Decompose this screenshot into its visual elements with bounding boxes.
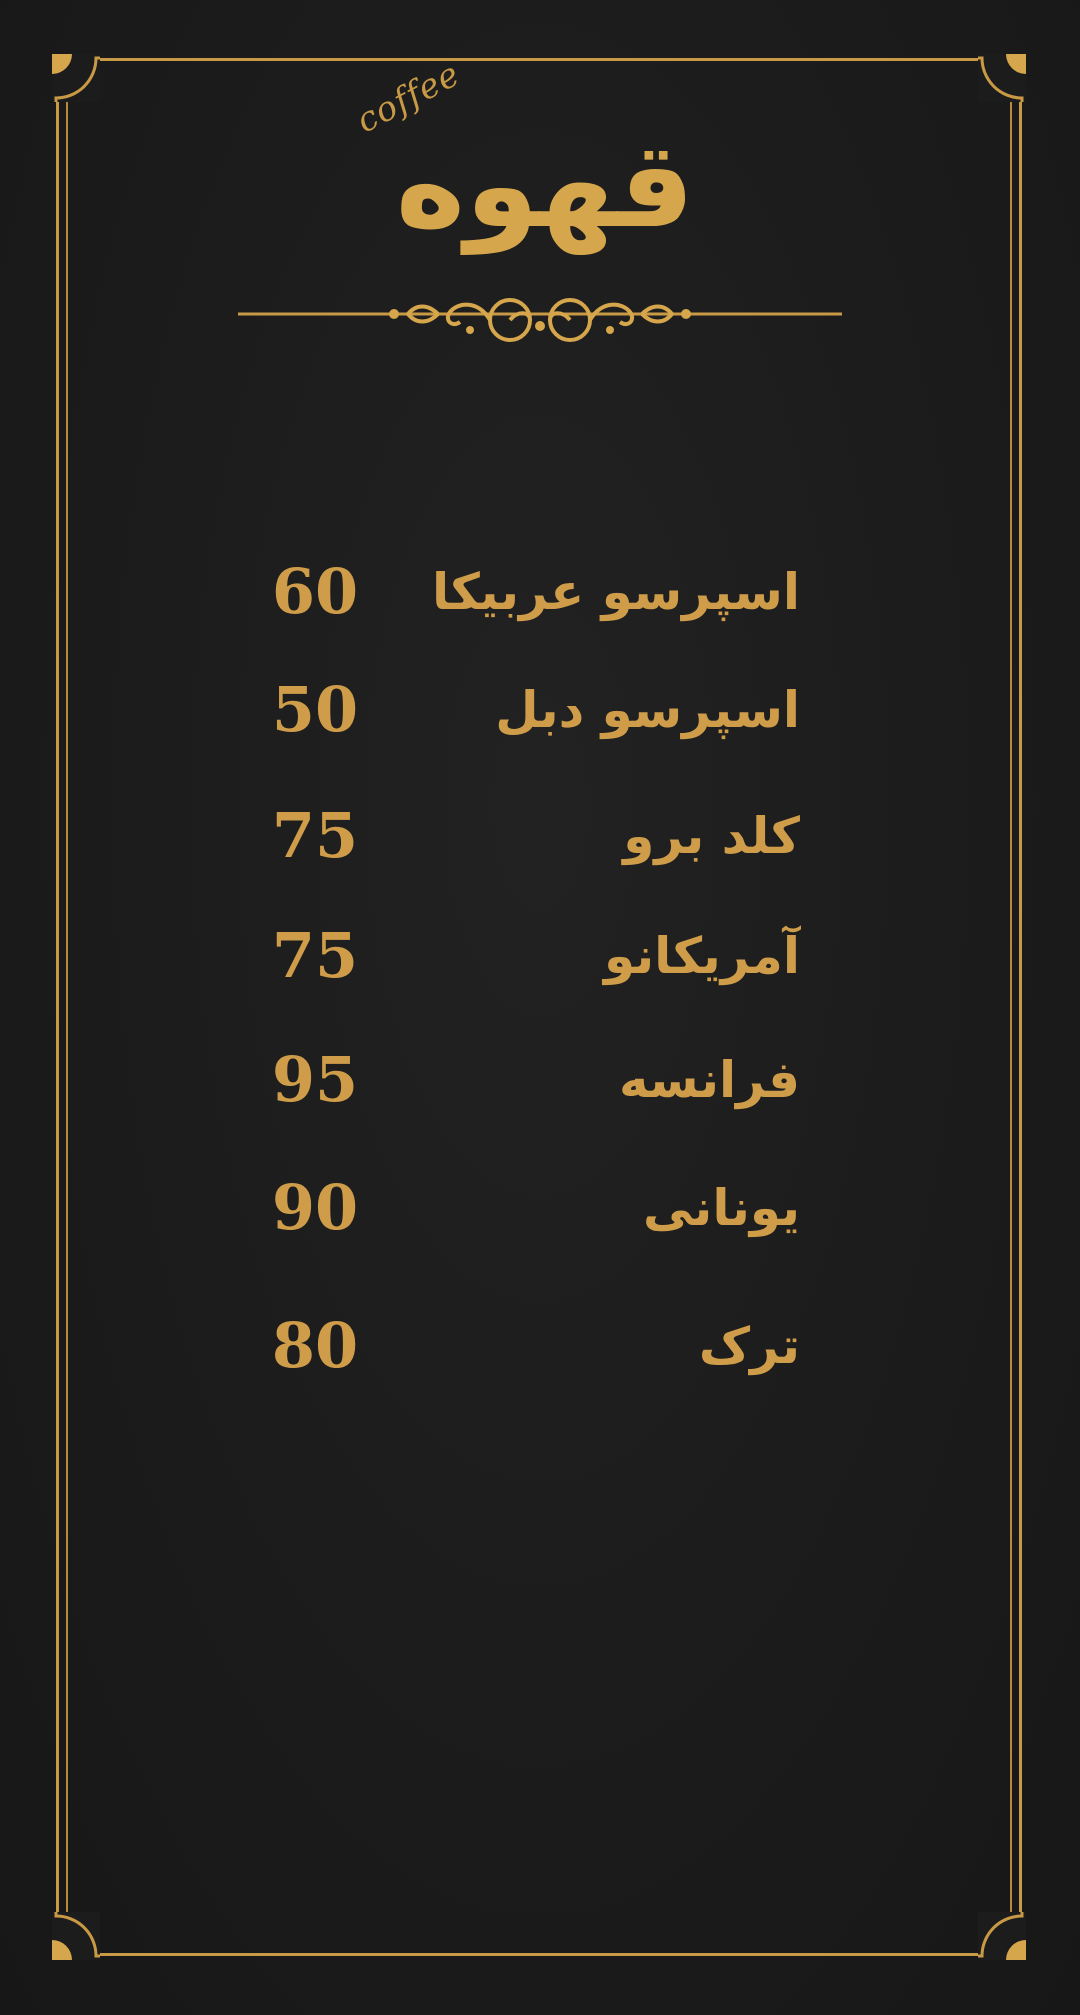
menu-item-price: 75 xyxy=(271,919,359,992)
title-subtitle: coffee xyxy=(350,53,467,142)
menu-item xyxy=(260,796,800,876)
menu-item-name: یونانی xyxy=(642,1179,800,1237)
menu-item-name: آمریکانو xyxy=(604,927,800,985)
corner-ornament-icon xyxy=(52,54,100,102)
menu-item-price: 50 xyxy=(271,673,359,746)
menu-item xyxy=(260,1306,800,1386)
page-title: قهوه xyxy=(395,116,695,254)
menu-item-price: 75 xyxy=(271,799,359,872)
menu-item-name: کلد برو xyxy=(623,807,800,865)
menu-item xyxy=(260,552,800,632)
menu-item-price: 80 xyxy=(271,1309,359,1382)
menu-item-name: اسپرسو عربیکا xyxy=(431,563,800,621)
menu-item-name: اسپرسو دبل xyxy=(495,681,800,739)
menu-item xyxy=(260,916,800,996)
menu-item xyxy=(260,1040,800,1120)
menu-item-price: 95 xyxy=(271,1043,359,1116)
corner-ornament-icon xyxy=(978,54,1026,102)
corner-ornament-icon xyxy=(978,1912,1026,1960)
menu-item-name: فرانسه xyxy=(619,1051,800,1109)
flourish-divider-icon xyxy=(238,290,842,350)
menu-title xyxy=(340,53,740,280)
menu-item-name: ترک xyxy=(698,1317,800,1375)
menu-item xyxy=(260,1168,800,1248)
corner-ornament-icon xyxy=(52,1912,100,1960)
menu-item xyxy=(260,670,800,750)
menu-item-price: 60 xyxy=(271,555,359,628)
menu-item-price: 90 xyxy=(271,1171,359,1244)
